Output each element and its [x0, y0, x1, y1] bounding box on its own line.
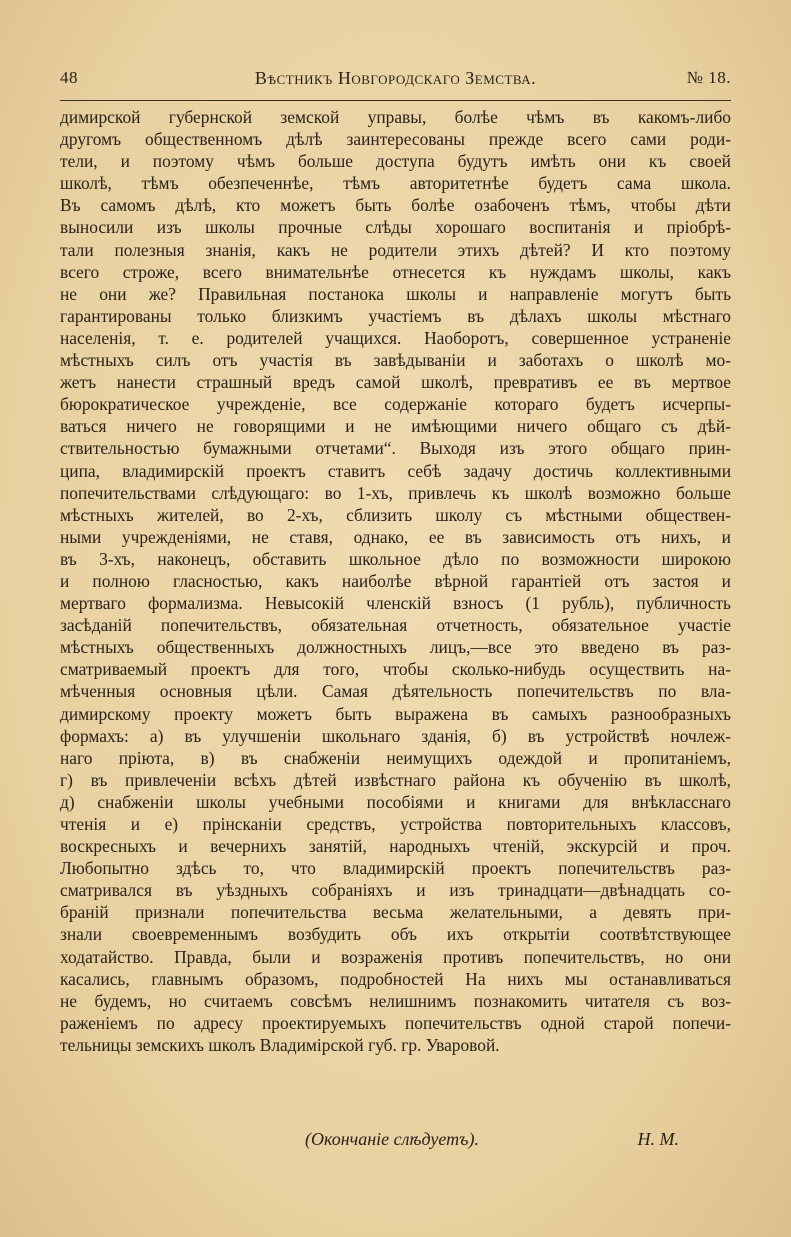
journal-title: Вѣстникъ Новгородскаго Земства. [254, 68, 537, 88]
text-line: тели, и поэтому чѣмъ больше доступа будутъ имѣть они къ своей [60, 151, 731, 172]
text-line: д) снабженіи школы учебными пособіями и книгами для внѣкласснаго [60, 791, 731, 812]
text-line: ваться ничего не говорящими и не имѣющими ничего общаго съ дѣй- [60, 416, 731, 437]
text-line: жетъ нанести страшный вредъ самой школѣ, превративъ ее въ мертвое [60, 372, 731, 393]
text-line: тельницы земскихъ школъ Владимірской губ. гр. Уваровой. [60, 1034, 500, 1055]
text-line: сматривался въ уѣздныхъ собраніяхъ и изъ тринадцати—двѣнадцать со- [60, 880, 731, 901]
text-line: попечительствами слѣдующаго: во 1-хъ, привлечь къ школѣ возможно больше [60, 482, 731, 503]
text-line: браній признали попечительства весьма желательными, а девять при- [60, 902, 731, 923]
text-line: другомъ общественномъ дѣлѣ заинтересованы прежде всего сами роди- [60, 129, 731, 150]
text-line: чтенія и е) прінсканіи средствъ, устройства повторительныхъ классовъ, [60, 814, 731, 834]
text-line: школѣ, тѣмъ обезпеченнѣе, тѣмъ авторитетнѣе будетъ сама школа. [60, 173, 731, 194]
text-line: и полною гласностью, какъ наиболѣе вѣрной гарантіей отъ застоя и [60, 570, 731, 591]
text-line: мертваго формализма. Невысокій членскій взносъ (1 рубль), публичность [60, 593, 731, 614]
text-line: ствительностью бумажными отчетами“. Выходя изъ этого общаго прин- [60, 438, 731, 459]
text-line: гарантированы только близкимъ участіемъ въ дѣлахъ школы мѣстнаго [60, 305, 731, 326]
text-line: димирской губернской земской управы, болѣе чѣмъ въ какомъ-либо [60, 107, 731, 127]
header-rule [60, 100, 731, 101]
text-line: формахъ: а) въ улучшеніи школьнаго зданія, б) въ устройствѣ ночлеж- [60, 725, 731, 746]
text-line: въ 3-хъ, наконецъ, обставить школьное дѣло по возможности широкою [60, 548, 731, 569]
text-line: бюрократическое учрежденіе, все содержаніе котораго будетъ исчерпы- [60, 394, 731, 415]
text-line: выносили изъ школы прочные слѣды хорошаго воспитанія и пріобрѣ- [60, 217, 731, 238]
text-line: мѣстныхъ жителей, во 2-хъ, сблизить школу съ мѣстными обществен- [60, 504, 731, 525]
text-line: Въ самомъ дѣлѣ, кто можетъ быть болѣе озабоченъ тѣмъ, чтобы дѣти [60, 195, 731, 216]
text-line: засѣданій попечительствъ, обязательная отчетность, обязательное участіе [60, 615, 731, 636]
article-footer [60, 1125, 731, 1153]
text-line: мѣченныя основныя цѣли. Самая дѣятельность попечительствъ по вла- [60, 681, 731, 702]
text-line: тали полезныя знанія, какъ не родители этихъ дѣтей? И кто поэтому [60, 239, 731, 260]
text-line: ными учрежденіями, не ставя, однако, ее въ зависимость отъ нихъ, и [60, 526, 731, 547]
article-body [60, 106, 731, 1056]
text-line: населенія, т. е. родителей учащихся. Наоборотъ, совершенное устраненіе [60, 327, 731, 348]
text-line: не они же? Правильная постанока школы и направленіе могутъ быть [60, 283, 731, 304]
text-line: мѣстныхъ силъ отъ участія въ завѣдываніи и заботахъ о школѣ мо- [60, 350, 731, 371]
text-line: мѣстныхъ общественныхъ должностныхъ лицъ,—все это введено въ раз- [60, 637, 731, 658]
text-line: всего строже, всего внимательнѣе отнесется къ нуждамъ школы, какъ [60, 261, 731, 282]
text-line: касались, главнымъ образомъ, подробностей На нихъ мы останавливаться [60, 968, 731, 989]
text-line: не будемъ, но считаемъ совсѣмъ нелишнимъ познакомить читателя съ воз- [60, 990, 731, 1011]
author-initials: Н. М. [637, 1129, 679, 1149]
text-line: ходатайство. Правда, были и возраженія противъ попечительствъ, но они [60, 946, 731, 967]
text-line: ципа, владимирскій проектъ ставитъ себѣ задачу достичь коллективными [60, 460, 731, 481]
text-line: раженіемъ по адресу проектируемыхъ попечительствъ одной старой попечи- [60, 1012, 731, 1033]
text-line: Любопытно здѣсь то, что владимирскій проектъ попечительствъ раз- [60, 858, 731, 879]
running-header [60, 62, 731, 96]
page-number: 48 [60, 68, 78, 87]
text-line: сматриваемый проектъ для того, чтобы сколько-нибудь осуществить на- [60, 659, 731, 680]
text-line: г) въ привлеченіи всѣхъ дѣтей извѣстнаго района къ обученію въ школѣ, [60, 769, 731, 790]
continuation-note: (Окончаніе слѣдуетъ). [305, 1129, 479, 1149]
issue-number: № 18. [686, 68, 731, 87]
text-line: воскресныхъ и вечернихъ занятій, народныхъ чтеній, экскурсій и проч. [60, 836, 731, 857]
text-line: знали своевременнымъ возбудить объ ихъ открытіи соотвѣтствующее [60, 924, 731, 945]
text-line: наго пріюта, в) въ снабженіи неимущихъ одеждой и пропитаніемъ, [60, 747, 731, 768]
text-line: димирскому проекту можетъ быть выражена въ самыхъ разнообразныхъ [60, 703, 731, 724]
